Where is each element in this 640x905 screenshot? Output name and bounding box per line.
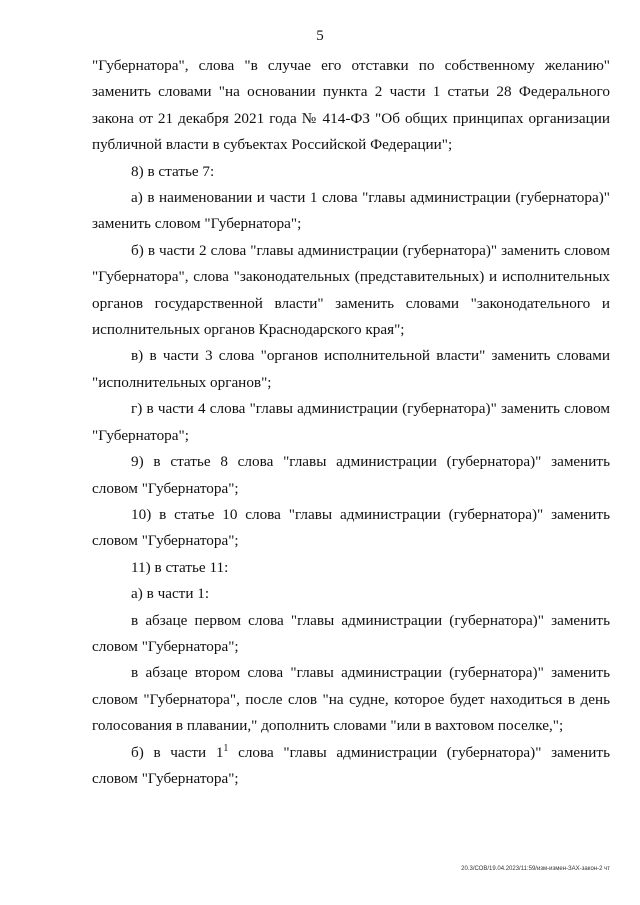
- paragraph: 9) в статье 8 слова "главы администрации (губернатора)" заменить словом "Губернатора";: [92, 453, 610, 497]
- paragraph: "Губернатора", слова "в случае его отставки по собственному желанию" заменить словами "на основании пункта 2 части 1 статьи 28 Федерального закона от 21 декабря 2021 года № 414-ФЗ "Об общих принципах организации публичной власти в субъектах Российской Федерации";: [92, 57, 610, 154]
- paragraph: а) в наименовании и части 1 слова "главы администрации (губернатора)" заменить словом "Губернатора";: [92, 189, 610, 233]
- paragraph-last: [92, 740, 610, 793]
- footer-doc-id: 20.3/СОВ/19.04.2023/11:59/изм-измен-ЗАХ-закон-2 чт: [461, 866, 610, 872]
- paragraph: 11) в статье 11:: [131, 558, 229, 576]
- paragraph: г) в части 4 слова "главы администрации (губернатора)" заменить словом "Губернатора";: [92, 400, 610, 444]
- paragraph: в) в части 3 слова "органов исполнительной власти" заменить словами "исполнительных органов";: [92, 347, 610, 391]
- paragraph: б) в части 2 слова "главы администрации (губернатора)" заменить словом "Губернатора", слова "законодательных (представительных) и исполнительных органов государственной власти" заменить словами "законодательного и исполнительных органов Краснодарского края";: [92, 241, 610, 339]
- paragraph: в абзаце втором слова "главы администрации (губернатора)" заменить словом "Губернатора", после слов "на судне, которое будет находиться в день голосования в плавании," дополнить словами "или в вахтовом поселке,";: [92, 664, 610, 735]
- superscript-mark: 1: [223, 742, 229, 754]
- paragraph-last-start: б) в части 1: [131, 743, 224, 761]
- page-number: 5: [316, 28, 324, 44]
- document-body: [92, 53, 610, 792]
- paragraph: а) в части 1:: [131, 585, 210, 603]
- paragraph: 10) в статье 10 слова "главы администрации (губернатора)" заменить словом "Губернатора";: [92, 505, 610, 550]
- paragraph: в абзаце первом слова "главы администрации (губернатора)" заменить словом "Губернатора";: [92, 611, 610, 655]
- paragraph: 8) в статье 7:: [131, 162, 215, 180]
- paragraph-last-end: слова "главы администрации (губернатора)" заменить словом "Губернатора";: [92, 743, 610, 787]
